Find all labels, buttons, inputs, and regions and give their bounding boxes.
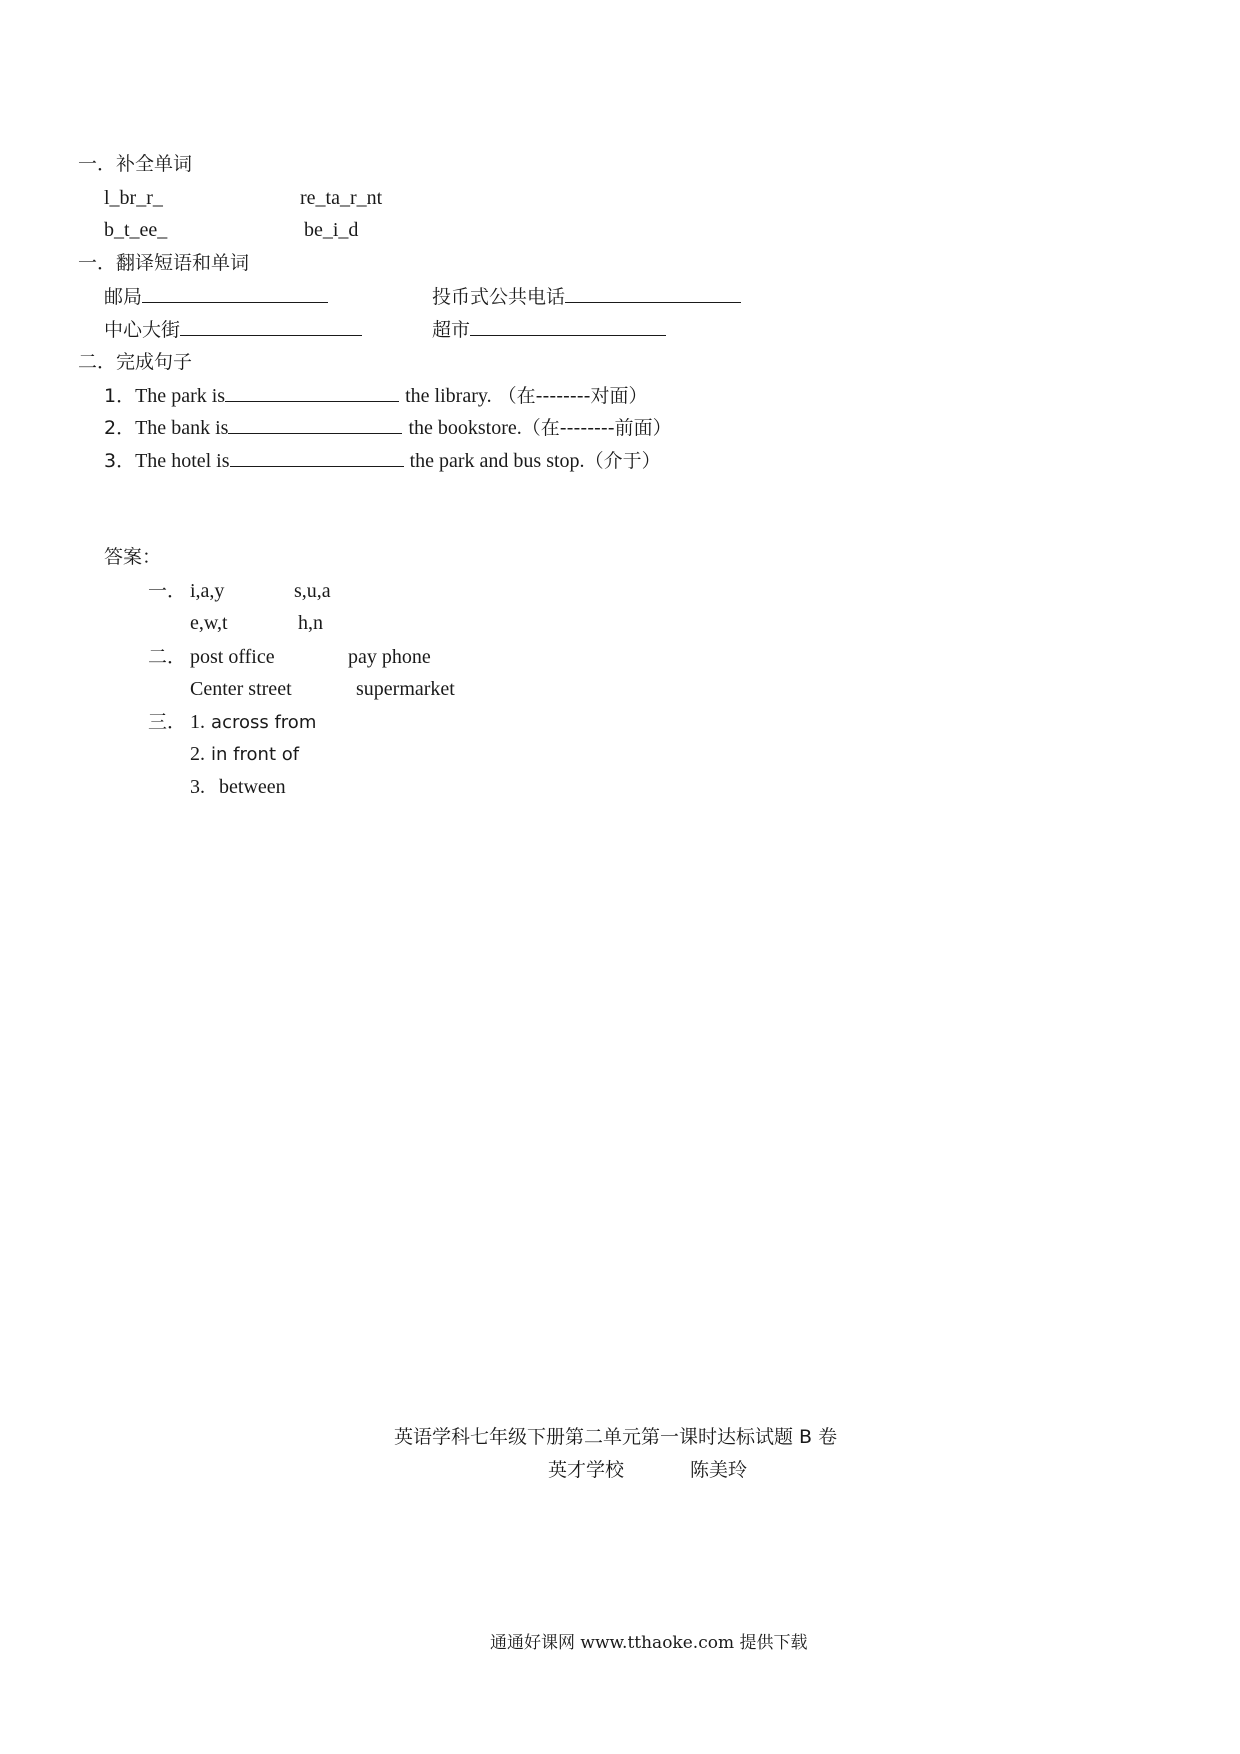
answer-number: 3. — [190, 776, 205, 798]
answer-blank[interactable] — [230, 448, 404, 467]
translate-item-1 — [104, 284, 328, 309]
answer-3-2 — [190, 742, 299, 767]
sentence-1 — [104, 383, 647, 408]
answer-2-1: post office — [190, 646, 275, 668]
answer-number: 1. — [190, 711, 205, 733]
answer-1-1: i,a,y — [190, 580, 225, 602]
sentence-hint: （在--------前面） — [521, 417, 672, 439]
answers-part3-label: 三． — [148, 711, 187, 733]
translate-label: 投币式公共电话 — [432, 286, 566, 308]
answer-blank[interactable] — [180, 317, 362, 336]
sentence-3 — [104, 448, 661, 473]
answer-2-2: pay phone — [348, 646, 431, 668]
sentence-before: The park is — [135, 385, 226, 407]
sentence-after: the library. — [405, 385, 492, 407]
answer-1-2: s,u,a — [294, 580, 331, 602]
section2-heading: 一．翻译短语和单词 — [78, 252, 250, 274]
footer-author: 陈美玲 — [690, 1459, 748, 1481]
sentence-2 — [104, 415, 672, 440]
answer-1-3: e,w,t — [190, 612, 228, 634]
word-item-1: l_br_r_ — [104, 187, 163, 209]
answer-text: in front of — [211, 744, 300, 765]
answers-part2-label: 二． — [148, 646, 187, 668]
sentence-hint: （介于） — [584, 450, 661, 472]
translate-item-2 — [432, 284, 741, 309]
sentence-number: 1． — [104, 385, 136, 407]
answer-2-4: supermarket — [356, 678, 455, 700]
translate-item-3 — [104, 317, 362, 342]
answer-3-1 — [190, 710, 316, 735]
answer-text: between — [219, 776, 286, 798]
sentence-hint: （在--------对面） — [497, 385, 648, 407]
answer-blank[interactable] — [142, 284, 328, 303]
answer-number: 2. — [190, 743, 205, 765]
answer-blank[interactable] — [470, 317, 666, 336]
answer-blank[interactable] — [225, 383, 399, 402]
section1-heading: 一．补全单词 — [78, 153, 193, 175]
translate-label: 超市 — [432, 319, 471, 341]
sentence-number: 3． — [104, 450, 136, 472]
sentence-before: The bank is — [135, 417, 229, 439]
footer-credit: 通通好课网 www.tthaoke.com 提供下载 — [490, 1633, 808, 1653]
sentence-after: the bookstore. — [408, 417, 522, 439]
answer-text: across from — [211, 712, 317, 733]
footer-title: 英语学科七年级下册第二单元第一课时达标试题 B 卷 — [394, 1426, 838, 1448]
footer-school: 英才学校 — [548, 1459, 625, 1481]
answer-2-3: Center street — [190, 678, 292, 700]
answers-heading: 答案： — [104, 546, 162, 568]
answer-1-4: h,n — [298, 612, 323, 634]
word-item-4: be_i_d — [304, 219, 359, 241]
answer-blank[interactable] — [228, 415, 402, 434]
section3-heading: 二．完成句子 — [78, 351, 193, 373]
translate-item-4 — [432, 317, 666, 342]
answer-blank[interactable] — [565, 284, 741, 303]
word-item-3: b_t_ee_ — [104, 219, 168, 241]
sentence-before: The hotel is — [135, 450, 230, 472]
sentence-number: 2． — [104, 417, 136, 439]
answer-3-3 — [190, 775, 286, 799]
translate-label: 中心大街 — [104, 319, 181, 341]
word-item-2: re_ta_r_nt — [300, 187, 383, 209]
translate-label: 邮局 — [104, 286, 143, 308]
sentence-after: the park and bus stop. — [409, 450, 585, 472]
answers-part1-label: 一． — [148, 580, 187, 602]
